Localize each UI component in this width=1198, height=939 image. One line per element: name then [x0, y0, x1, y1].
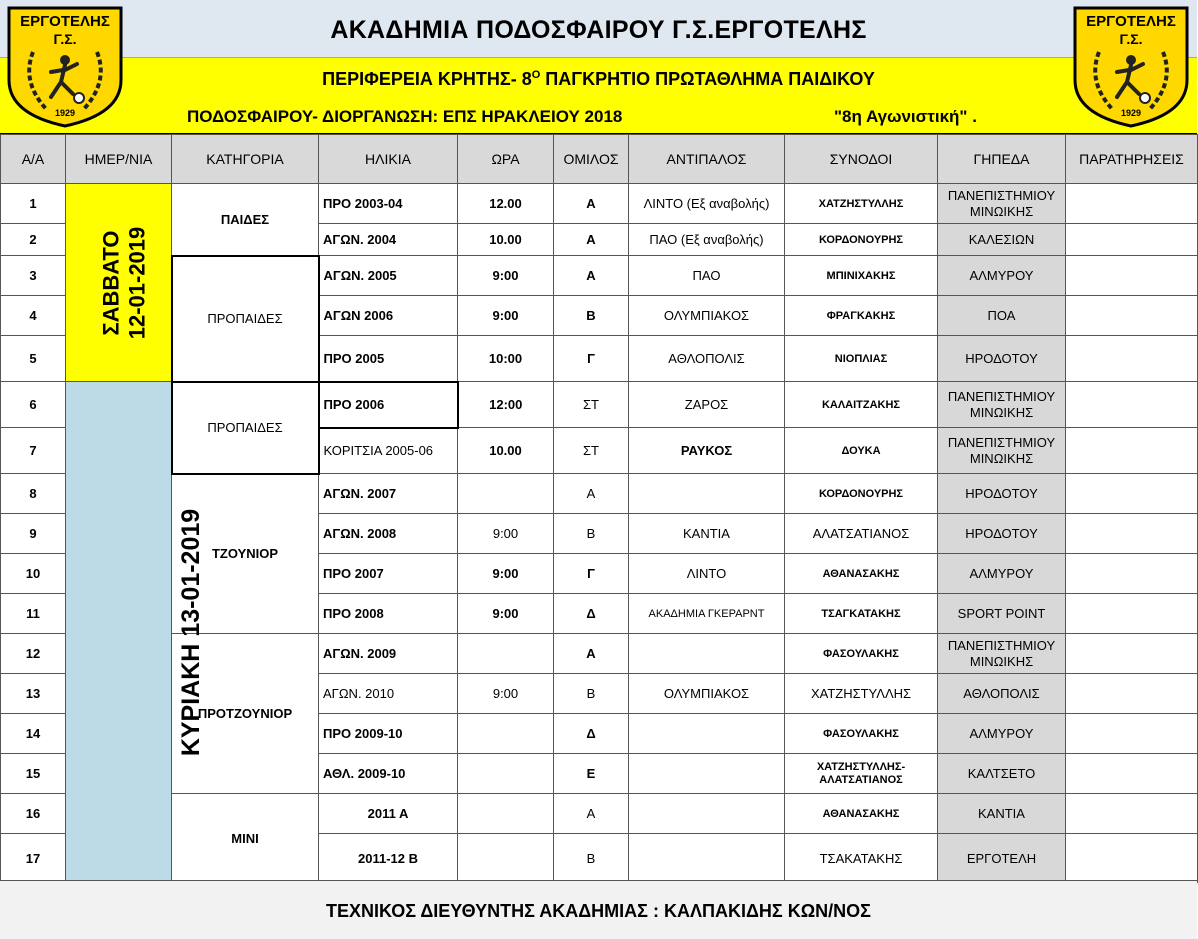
row-number: 16 — [1, 794, 66, 834]
title-bar — [0, 0, 1197, 58]
referee-cell: ΦΑΣΟΥΛΑΚΗΣ — [785, 714, 938, 754]
opponent-cell: ΛΙΝΤΟ — [629, 554, 785, 594]
col-header-age: ΗΛΙΚΙΑ — [319, 135, 458, 184]
notes-cell — [1066, 428, 1198, 474]
subtitle-1-pre: ΠΕΡΙΦΕΡΕΙΑ ΚΡΗΤΗΣ- 8 — [322, 69, 532, 89]
opponent-cell — [629, 634, 785, 674]
footer-bar — [0, 880, 1197, 939]
col-header-notes: ΠΑΡΑΤΗΡΗΣΕΙΣ — [1066, 135, 1198, 184]
venue-cell: ΠΑΝΕΠΙΣΤΗΜΙΟΥ ΜΙΝΩΙΚΗΣ — [938, 634, 1066, 674]
notes-cell — [1066, 296, 1198, 336]
opponent-cell: ΚΑΝΤΙΑ — [629, 514, 785, 554]
venue-cell: ΚΑΛΤΣΕΤΟ — [938, 754, 1066, 794]
col-header-venues: ΓΗΠΕΔΑ — [938, 135, 1066, 184]
group-cell: Α — [554, 794, 629, 834]
subtitle-1-sup: Ο — [531, 69, 541, 81]
time-cell — [458, 714, 554, 754]
opponent-cell: ΖΑΡΟΣ — [629, 382, 785, 428]
time-cell: 9:00 — [458, 554, 554, 594]
time-cell: 9:00 — [458, 594, 554, 634]
col-header-date: ΗΜΕΡ/ΝΙΑ — [66, 135, 172, 184]
time-cell: 10.00 — [458, 224, 554, 256]
venue-cell: ΠΑΝΕΠΙΣΤΗΜΙΟΥ ΜΙΝΩΙΚΗΣ — [938, 382, 1066, 428]
row-number: 5 — [1, 336, 66, 382]
row-number: 12 — [1, 634, 66, 674]
table-row — [1, 382, 1198, 428]
opponent-cell — [629, 754, 785, 794]
notes-cell — [1066, 674, 1198, 714]
venue-cell: ΗΡΟΔΟΤΟΥ — [938, 514, 1066, 554]
referee-cell: ΑΘΑΝΑΣΑΚΗΣ — [785, 794, 938, 834]
group-cell: Ε — [554, 754, 629, 794]
notes-cell — [1066, 382, 1198, 428]
logo-year-text: 1929 — [1120, 108, 1142, 118]
page-title: ΑΚΑΔΗΜΙΑ ΠΟΔΟΣΦΑΙΡΟΥ Γ.Σ.ΕΡΓΟΤΕΛΗΣ — [330, 16, 867, 44]
age-cell: ΠΡΟ 2008 — [319, 594, 458, 634]
time-cell: 12:00 — [458, 382, 554, 428]
opponent-cell — [629, 474, 785, 514]
opponent-cell: ΟΛΥΜΠΙΑΚΟΣ — [629, 674, 785, 714]
table-row — [1, 794, 1198, 834]
venue-cell: ΠΑΝΕΠΙΣΤΗΜΙΟΥ ΜΙΝΩΙΚΗΣ — [938, 428, 1066, 474]
age-cell: ΑΓΩΝ. 2008 — [319, 514, 458, 554]
group-cell: Δ — [554, 594, 629, 634]
age-cell: ΑΓΩΝ 2006 — [319, 296, 458, 336]
row-number: 7 — [1, 428, 66, 474]
referee-cell: ΧΑΤΖΗΣΤΥΛΛΗΣ- ΑΛΑΤΣΑΤΙΑΝΟΣ — [785, 754, 938, 794]
col-header-aa: Α/Α — [1, 135, 66, 184]
row-number: 10 — [1, 554, 66, 594]
saturday-day: ΣΑΒΒΑΤΟ — [98, 229, 124, 336]
time-cell: 9:00 — [458, 674, 554, 714]
group-cell: Γ — [554, 336, 629, 382]
header-row — [1, 135, 1198, 184]
club-logo-right — [1069, 2, 1193, 128]
age-cell: ΠΡΟ 2007 — [319, 554, 458, 594]
referee-cell: ΧΑΤΖΗΣΤΥΛΛΗΣ — [785, 184, 938, 224]
day-label-sunday: ΚΥΡΙΑΚΗ 13-01-2019 — [177, 508, 206, 756]
time-cell: 10:00 — [458, 336, 554, 382]
group-cell: Β — [554, 296, 629, 336]
logo-initials-text: Γ.Σ. — [53, 31, 77, 47]
venue-cell: ΑΘΛΟΠΟΛΙΣ — [938, 674, 1066, 714]
age-cell: ΠΡΟ 2003-04 — [319, 184, 458, 224]
opponent-cell: ΑΘΛΟΠΟΛΙΣ — [629, 336, 785, 382]
col-header-group: ΟΜΙΛΟΣ — [554, 135, 629, 184]
schedule-table — [0, 134, 1198, 883]
age-cell: ΑΘΛ. 2009-10 — [319, 754, 458, 794]
category-cell: ΤΖΟΥΝΙΟΡ — [172, 474, 319, 634]
venue-cell: ΕΡΓΟΤΕΛΗ — [938, 834, 1066, 883]
referee-cell: ΜΠΙΝΙΧΑΚΗΣ — [785, 256, 938, 296]
time-cell: 9:00 — [458, 296, 554, 336]
notes-cell — [1066, 474, 1198, 514]
opponent-cell — [629, 834, 785, 883]
time-cell — [458, 834, 554, 883]
col-header-time: ΩΡΑ — [458, 135, 554, 184]
referee-cell: ΝΙΟΠΛΙΑΣ — [785, 336, 938, 382]
time-cell: 9:00 — [458, 514, 554, 554]
venue-cell: ΠΟΑ — [938, 296, 1066, 336]
row-number: 14 — [1, 714, 66, 754]
referee-cell: ΚΟΡΔΟΝΟΥΡΗΣ — [785, 224, 938, 256]
venue-cell: ΚΑΛΕΣΙΩΝ — [938, 224, 1066, 256]
age-cell: ΚΟΡΙΤΣΙΑ 2005-06 — [319, 428, 458, 474]
logo-year-text: 1929 — [54, 108, 76, 118]
notes-cell — [1066, 834, 1198, 883]
group-cell: Β — [554, 514, 629, 554]
footer-text: ΤΕΧΝΙΚΟΣ ΔΙΕΥΘΥΝΤΗΣ ΑΚΑΔΗΜΙΑΣ : ΚΑΛΠΑΚΙΔΗΣ ΚΩΝ/ΝΟΣ — [326, 901, 871, 921]
age-cell: ΑΓΩΝ. 2010 — [319, 674, 458, 714]
notes-cell — [1066, 794, 1198, 834]
venue-cell: ΑΛΜΥΡΟΥ — [938, 714, 1066, 754]
group-cell: Α — [554, 474, 629, 514]
age-cell: ΑΓΩΝ. 2005 — [319, 256, 458, 296]
opponent-cell — [629, 794, 785, 834]
group-cell: Α — [554, 224, 629, 256]
group-cell: Α — [554, 256, 629, 296]
col-header-referees: ΣΥΝΟΔΟΙ — [785, 135, 938, 184]
referee-cell: ΦΡΑΓΚΑΚΗΣ — [785, 296, 938, 336]
venue-cell: ΑΛΜΥΡΟΥ — [938, 256, 1066, 296]
opponent-cell — [629, 714, 785, 754]
row-number: 8 — [1, 474, 66, 514]
referee-cell: ΤΣΑΚΑΤΑΚΗΣ — [785, 834, 938, 883]
group-cell: ΣΤ — [554, 382, 629, 428]
subtitle-bar-2 — [0, 98, 1197, 134]
referee-cell: ΚΟΡΔΟΝΟΥΡΗΣ — [785, 474, 938, 514]
row-number: 11 — [1, 594, 66, 634]
row-number: 17 — [1, 834, 66, 883]
referee-cell: ΑΘΑΝΑΣΑΚΗΣ — [785, 554, 938, 594]
group-cell: Α — [554, 184, 629, 224]
time-cell — [458, 794, 554, 834]
opponent-cell: ΡΑΥΚΟΣ — [629, 428, 785, 474]
time-cell: 9:00 — [458, 256, 554, 296]
opponent-cell: ΛΙΝΤΟ (Εξ αναβολής) — [629, 184, 785, 224]
row-number: 1 — [1, 184, 66, 224]
table-row — [1, 184, 1198, 224]
category-cell: ΠΡΟΠΑΙΔΕΣ — [172, 382, 319, 474]
referee-cell: ΦΑΣΟΥΛΑΚΗΣ — [785, 634, 938, 674]
venue-cell: ΗΡΟΔΟΤΟΥ — [938, 474, 1066, 514]
category-cell: ΠΑΙΔΕΣ — [172, 184, 319, 256]
col-header-opponent: ΑΝΤΙΠΑΛΟΣ — [629, 135, 785, 184]
group-cell: Β — [554, 674, 629, 714]
opponent-cell: ΟΛΥΜΠΙΑΚΟΣ — [629, 296, 785, 336]
category-cell: ΜΙΝΙ — [172, 794, 319, 883]
notes-cell — [1066, 184, 1198, 224]
age-cell: ΑΓΩΝ. 2004 — [319, 224, 458, 256]
referee-cell: ΧΑΤΖΗΣΤΥΛΛΗΣ — [785, 674, 938, 714]
logo-name-text: ΕΡΓΟΤΕΛΗΣ — [20, 13, 110, 30]
age-cell: ΑΓΩΝ. 2009 — [319, 634, 458, 674]
venue-cell: ΑΛΜΥΡΟΥ — [938, 554, 1066, 594]
group-cell: ΣΤ — [554, 428, 629, 474]
logo-initials-text: Γ.Σ. — [1119, 31, 1143, 47]
notes-cell — [1066, 514, 1198, 554]
age-cell: ΠΡΟ 2009-10 — [319, 714, 458, 754]
day-cell-saturday — [66, 184, 172, 382]
notes-cell — [1066, 754, 1198, 794]
time-cell — [458, 634, 554, 674]
notes-cell — [1066, 714, 1198, 754]
age-cell: ΠΡΟ 2006 — [319, 382, 458, 428]
opponent-cell: ΠΑΟ — [629, 256, 785, 296]
venue-cell: ΚΑΝΤΙΑ — [938, 794, 1066, 834]
row-number: 15 — [1, 754, 66, 794]
saturday-date: 12-01-2019 — [124, 226, 150, 339]
time-cell — [458, 474, 554, 514]
subtitle-2-right: "8η Αγωνιστική" . — [834, 107, 977, 126]
age-cell: ΑΓΩΝ. 2007 — [319, 474, 458, 514]
category-cell: ΠΡΟΠΑΙΔΕΣ — [172, 256, 319, 382]
age-cell: 2011-12 Β — [319, 834, 458, 883]
subtitle-1 — [0, 69, 1197, 90]
referee-cell: ΚΑΛΑΙΤΖΑΚΗΣ — [785, 382, 938, 428]
referee-cell: ΔΟΥΚΑ — [785, 428, 938, 474]
row-number: 3 — [1, 256, 66, 296]
row-number: 2 — [1, 224, 66, 256]
venue-cell: ΗΡΟΔΟΤΟΥ — [938, 336, 1066, 382]
group-cell: Β — [554, 834, 629, 883]
club-logo-left — [3, 2, 127, 128]
row-number: 13 — [1, 674, 66, 714]
notes-cell — [1066, 594, 1198, 634]
notes-cell — [1066, 634, 1198, 674]
age-cell: ΠΡΟ 2005 — [319, 336, 458, 382]
notes-cell — [1066, 336, 1198, 382]
row-number: 6 — [1, 382, 66, 428]
day-cell-sunday — [66, 382, 206, 883]
row-number: 9 — [1, 514, 66, 554]
row-number: 4 — [1, 296, 66, 336]
opponent-cell: ΠΑΟ (Εξ αναβολής) — [629, 224, 785, 256]
time-cell: 10.00 — [458, 428, 554, 474]
subtitle-bar-1 — [0, 58, 1197, 98]
venue-cell: SPORT POINT — [938, 594, 1066, 634]
age-cell: 2011 Α — [319, 794, 458, 834]
table-row — [1, 474, 1198, 514]
group-cell: Γ — [554, 554, 629, 594]
group-cell: Δ — [554, 714, 629, 754]
notes-cell — [1066, 224, 1198, 256]
table-row — [1, 256, 1198, 296]
time-cell: 12.00 — [458, 184, 554, 224]
notes-cell — [1066, 554, 1198, 594]
opponent-cell: ΑΚΑΔΗΜΙΑ ΓΚΕΡΑΡΝΤ — [629, 594, 785, 634]
col-header-category: ΚΑΤΗΓΟΡΙΑ — [172, 135, 319, 184]
venue-cell: ΠΑΝΕΠΙΣΤΗΜΙΟΥ ΜΙΝΩΙΚΗΣ — [938, 184, 1066, 224]
referee-cell: ΑΛΑΤΣΑΤΙΑΝΟΣ — [785, 514, 938, 554]
logo-name-text: ΕΡΓΟΤΕΛΗΣ — [1086, 13, 1176, 30]
category-cell: ΠΡΟΤΖΟΥΝΙΟΡ — [172, 634, 319, 794]
subtitle-1-post: ΠΑΓΚΡΗΤΙΟ ΠΡΩΤΑΘΛΗΜΑ ΠΑΙΔΙΚΟΥ — [540, 69, 875, 89]
referee-cell: ΤΣΑΓΚΑΤΑΚΗΣ — [785, 594, 938, 634]
subtitle-2-left: ΠΟΔΟΣΦΑΙΡΟΥ- ΔΙΟΡΓΑΝΩΣΗ: ΕΠΣ ΗΡΑΚΛΕΙΟΥ 2018 — [187, 107, 623, 126]
time-cell — [458, 754, 554, 794]
notes-cell — [1066, 256, 1198, 296]
group-cell: Α — [554, 634, 629, 674]
day-label-saturday — [98, 226, 150, 339]
